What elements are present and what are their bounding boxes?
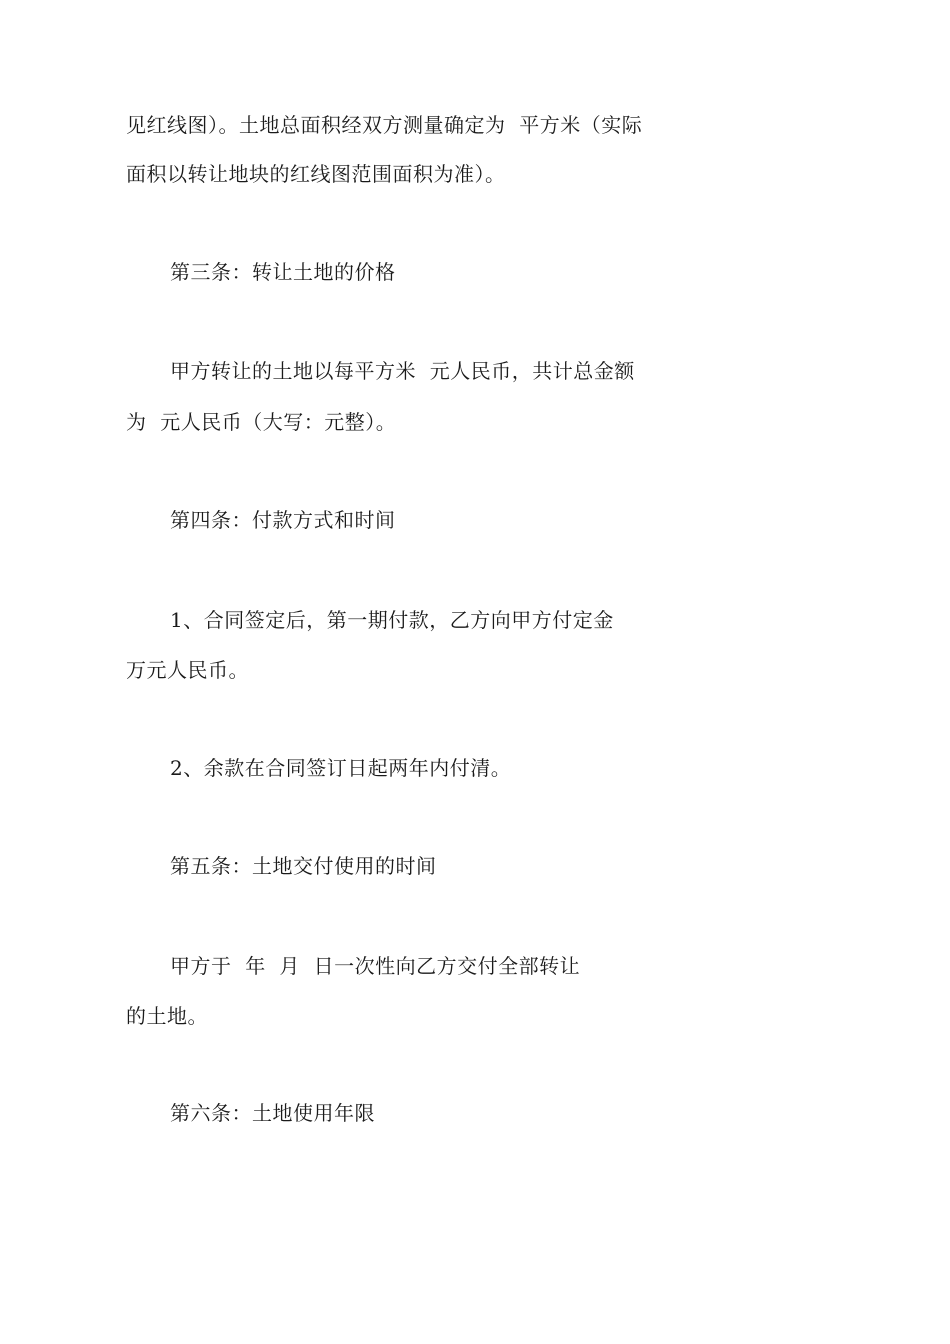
- list-item-1-cont: 万元人民币。: [126, 658, 249, 682]
- paragraph-line-delivery: 甲方于 年 月 日一次性向乙方交付全部转让: [170, 954, 581, 978]
- list-item-1: 1、合同签定后，第一期付款，乙方向甲方付定金: [170, 608, 614, 632]
- paragraph-line-price-cont: 为 元人民币（大写：元整）。: [126, 410, 397, 434]
- paragraph-line-delivery-cont: 的土地。: [126, 1004, 208, 1028]
- article-3-heading: 第三条：转让土地的价格: [170, 260, 396, 284]
- article-4-heading: 第四条：付款方式和时间: [170, 508, 396, 532]
- paragraph-line-price: 甲方转让的土地以每平方米 元人民币，共计总金额: [170, 359, 635, 383]
- paragraph-line-area: 见红线图）。土地总面积经双方测量确定为 平方米（实际: [126, 113, 643, 137]
- paragraph-line-area-cont: 面积以转让地块的红线图范围面积为准）。: [126, 162, 506, 186]
- article-6-heading: 第六条：土地使用年限: [170, 1101, 375, 1125]
- list-item-2: 2、余款在合同签订日起两年内付清。: [170, 756, 512, 780]
- article-5-heading: 第五条：土地交付使用的时间: [170, 854, 437, 878]
